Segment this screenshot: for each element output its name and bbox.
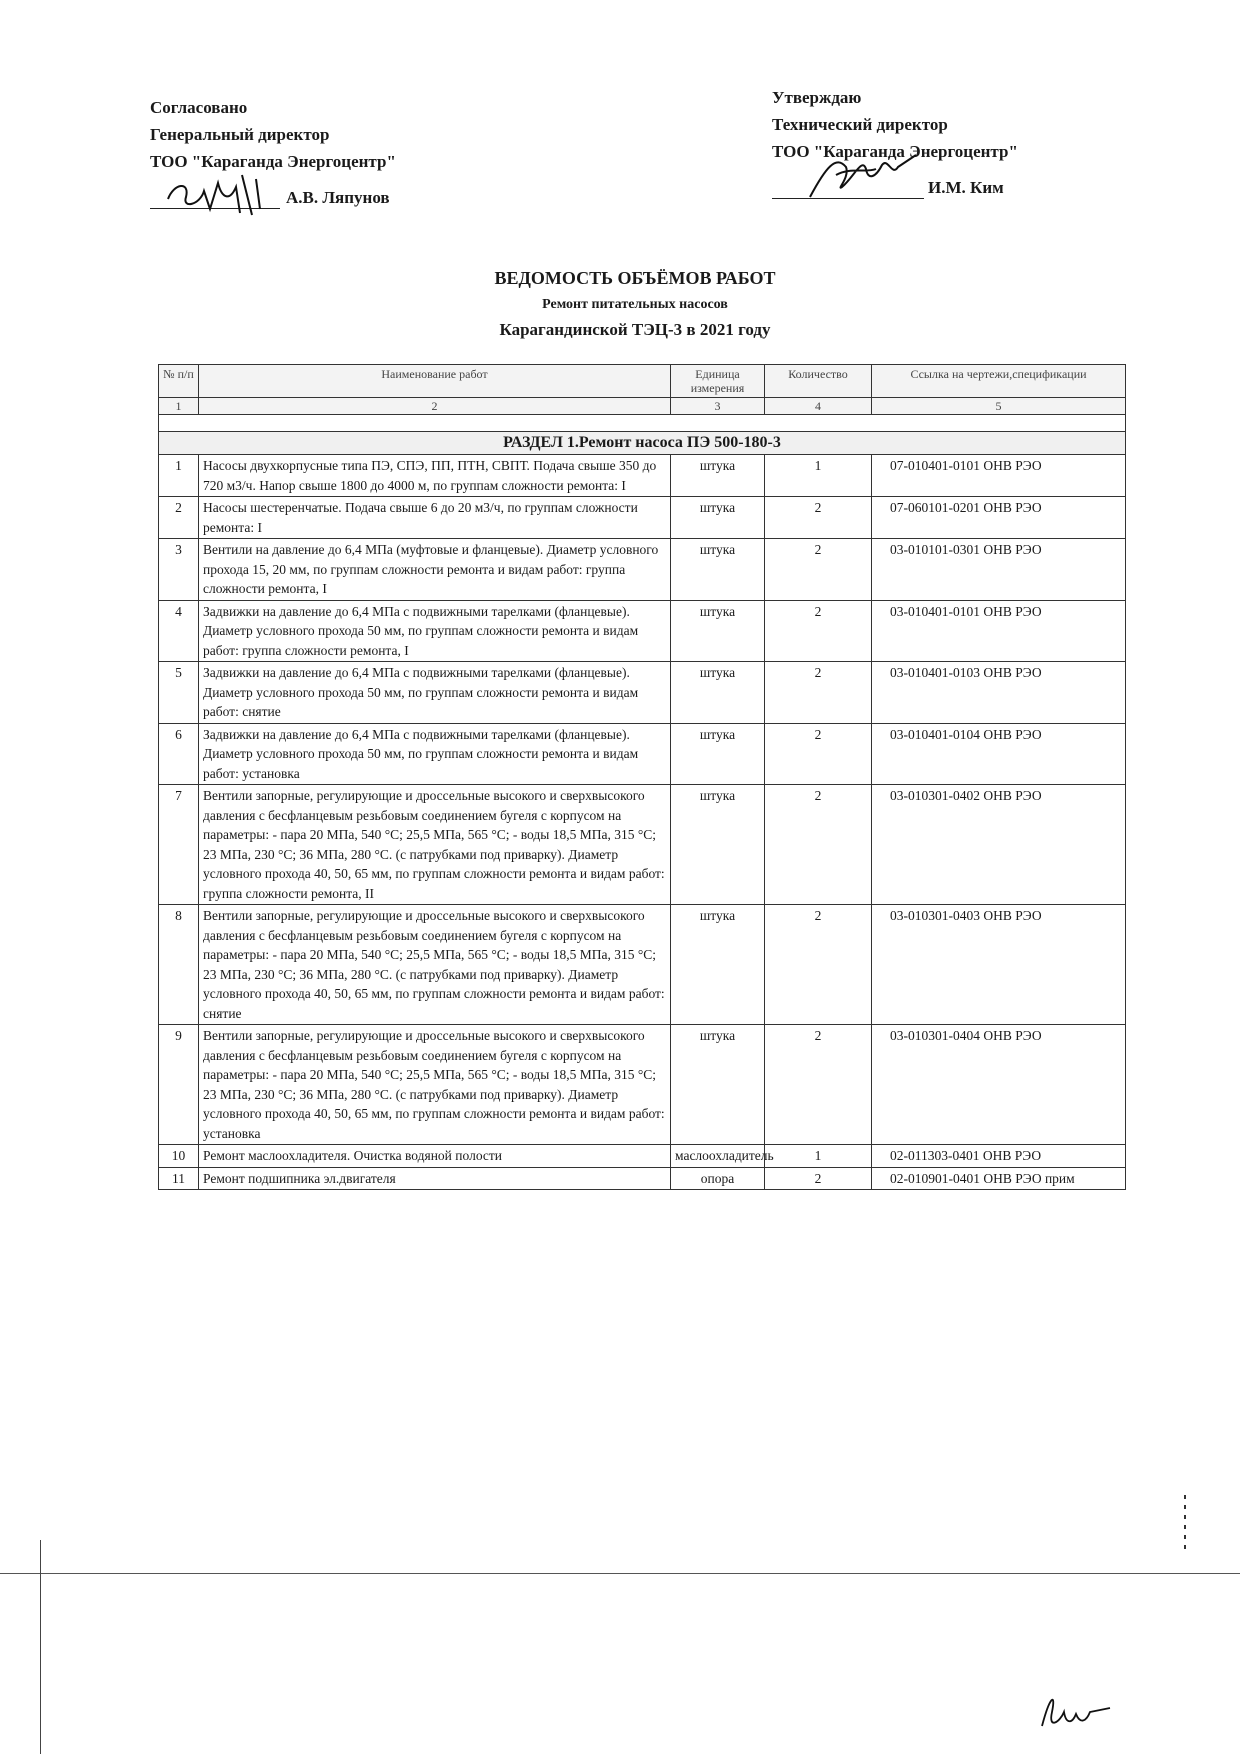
document-subtitle-plant: Карагандинской ТЭЦ-3 в 2021 году — [499, 320, 771, 339]
signature-row — [150, 181, 396, 215]
scan-mark — [1184, 1515, 1186, 1519]
reference: 07-010401-0101 ОНВ РЭО — [872, 455, 1126, 497]
unit: штука — [671, 905, 765, 1025]
unit: штука — [671, 600, 765, 662]
work-name: Ремонт подшипника эл.двигателя — [199, 1167, 671, 1190]
unit: штука — [671, 497, 765, 539]
approval-heading: Согласовано — [150, 98, 248, 117]
reference: 03-010301-0403 ОНВ РЭО — [872, 905, 1126, 1025]
column-number: 5 — [872, 398, 1126, 415]
header-work-name: Наименование работ — [199, 365, 671, 398]
header-unit: Единица измерения — [671, 365, 765, 398]
handwritten-initials — [1036, 1690, 1116, 1736]
unit: штука — [671, 785, 765, 905]
work-name: Вентили на давление до 6,4 МПа (муфтовые и фланцевые). Диаметр условного прохода 15, 20 мм, по группам сложности ремонта и видам работ: группа сложности ремонта, I — [199, 539, 671, 601]
handwritten-signature — [160, 169, 280, 217]
column-number: 1 — [159, 398, 199, 415]
document-title: ВЕДОМОСТЬ ОБЪЁМОВ РАБОТ — [494, 268, 776, 288]
table-header-row — [159, 365, 1126, 398]
unit: маслоохладитель — [671, 1145, 765, 1168]
quantity: 2 — [765, 785, 872, 905]
row-number: 5 — [159, 662, 199, 724]
reference: 02-010901-0401 ОНВ РЭО прим — [872, 1167, 1126, 1190]
approval-block-left — [150, 94, 396, 215]
work-name: Насосы шестеренчатые. Подача свыше 6 до 20 м3/ч, по группам сложности ремонта: I — [199, 497, 671, 539]
row-number: 10 — [159, 1145, 199, 1168]
table-row — [159, 497, 1126, 539]
quantity: 2 — [765, 497, 872, 539]
scan-mark — [1184, 1525, 1186, 1529]
reference: 03-010301-0404 ОНВ РЭО — [872, 1025, 1126, 1145]
page-left-margin-line — [40, 1540, 41, 1754]
quantity: 1 — [765, 1145, 872, 1168]
reference: 03-010301-0402 ОНВ РЭО — [872, 785, 1126, 905]
unit: штука — [671, 539, 765, 601]
row-number: 8 — [159, 905, 199, 1025]
signatory-name: А.В. Ляпунов — [286, 188, 390, 207]
works-volume-table — [158, 364, 1126, 1190]
approver-position: Технический директор — [772, 115, 948, 134]
quantity: 2 — [765, 905, 872, 1025]
section-row — [159, 432, 1126, 455]
handwritten-signature — [806, 147, 926, 205]
table-row — [159, 539, 1126, 601]
row-number: 3 — [159, 539, 199, 601]
quantity: 2 — [765, 539, 872, 601]
reference: 02-011303-0401 ОНВ РЭО — [872, 1145, 1126, 1168]
approver-company: ТОО "Караганда Энергоцентр" — [772, 142, 1018, 161]
scan-mark — [1184, 1535, 1186, 1539]
column-number: 4 — [765, 398, 872, 415]
reference: 03-010401-0101 ОНВ РЭО — [872, 600, 1126, 662]
table-row — [159, 785, 1126, 905]
header-quantity: Количество — [765, 365, 872, 398]
signature-row — [772, 171, 1018, 205]
approval-heading: Утверждаю — [772, 88, 862, 107]
table-row — [159, 1167, 1126, 1190]
quantity: 2 — [765, 600, 872, 662]
reference: 03-010401-0104 ОНВ РЭО — [872, 723, 1126, 785]
row-number: 1 — [159, 455, 199, 497]
document-subtitle: Ремонт питательных насосов — [542, 297, 728, 312]
scan-mark — [1184, 1495, 1186, 1499]
spacer-row — [159, 415, 1126, 432]
work-name: Вентили запорные, регулирующие и дроссельные высокого и сверхвысокого давления с бесфланцевым резьбовым соединением бугеля с корпусом на параметры: - пара 20 МПа, 540 °С; 25,5 МПа, 565 °С; - воды 18,5 МПа, 315 °С; 23 МПа, 230 °С; 36 МПа, 280 °С. (с патрубками под приварку). Диаметр условного прохода 40, 50, 65 мм, по группам сложности ремонта и видам работ: установка — [199, 1025, 671, 1145]
reference: 07-060101-0201 ОНВ РЭО — [872, 497, 1126, 539]
approval-block-right — [772, 84, 1018, 205]
work-name: Вентили запорные, регулирующие и дроссельные высокого и сверхвысокого давления с бесфланцевым резьбовым соединением бугеля с корпусом на параметры: - пара 20 МПа, 540 °С; 25,5 МПа, 565 °С; - воды 18,5 МПа, 315 °С; 23 МПа, 230 °С; 36 МПа, 280 °С. (с патрубками под приварку). Диаметр условного прохода 40, 50, 65 мм, по группам сложности ремонта и видам работ: группа сложности ремонта, II — [199, 785, 671, 905]
work-name: Ремонт маслоохладителя. Очистка водяной полости — [199, 1145, 671, 1168]
table-row — [159, 1025, 1126, 1145]
scan-mark — [1184, 1505, 1186, 1509]
header-number: № п/п — [159, 365, 199, 398]
quantity: 2 — [765, 723, 872, 785]
reference: 03-010101-0301 ОНВ РЭО — [872, 539, 1126, 601]
work-name: Задвижки на давление до 6,4 МПа с подвижными тарелками (фланцевые). Диаметр условного прохода 50 мм, по группам сложности ремонта и видам работ: группа сложности ремонта, I — [199, 600, 671, 662]
section-title: РАЗДЕЛ 1.Ремонт насоса ПЭ 500-180-3 — [159, 432, 1126, 455]
approver-company: ТОО "Караганда Энергоцентр" — [150, 152, 396, 171]
column-number: 2 — [199, 398, 671, 415]
row-number: 11 — [159, 1167, 199, 1190]
unit: штука — [671, 1025, 765, 1145]
column-number-row — [159, 398, 1126, 415]
row-number: 9 — [159, 1025, 199, 1145]
row-number: 2 — [159, 497, 199, 539]
quantity: 2 — [765, 1167, 872, 1190]
table-row — [159, 455, 1126, 497]
work-name: Вентили запорные, регулирующие и дроссельные высокого и сверхвысокого давления с бесфланцевым резьбовым соединением бугеля с корпусом на параметры: - пара 20 МПа, 540 °С; 25,5 МПа, 565 °С; - воды 18,5 МПа, 315 °С; 23 МПа, 230 °С; 36 МПа, 280 °С. (с патрубками под приварку). Диаметр условного прохода 40, 50, 65 мм, по группам сложности ремонта и видам работ: снятие — [199, 905, 671, 1025]
table-row — [159, 662, 1126, 724]
row-number: 4 — [159, 600, 199, 662]
work-name: Задвижки на давление до 6,4 МПа с подвижными тарелками (фланцевые). Диаметр условного прохода 50 мм, по группам сложности ремонта и видам работ: установка — [199, 723, 671, 785]
work-name: Задвижки на давление до 6,4 МПа с подвижными тарелками (фланцевые). Диаметр условного прохода 50 мм, по группам сложности ремонта и видам работ: снятие — [199, 662, 671, 724]
row-number: 6 — [159, 723, 199, 785]
table-body — [159, 455, 1126, 1190]
column-number: 3 — [671, 398, 765, 415]
quantity: 2 — [765, 1025, 872, 1145]
unit: штука — [671, 662, 765, 724]
table-row — [159, 723, 1126, 785]
unit: опора — [671, 1167, 765, 1190]
unit: штука — [671, 455, 765, 497]
unit: штука — [671, 723, 765, 785]
header-reference: Ссылка на чертежи,спецификации — [872, 365, 1126, 398]
reference: 03-010401-0103 ОНВ РЭО — [872, 662, 1126, 724]
quantity: 1 — [765, 455, 872, 497]
table-row — [159, 600, 1126, 662]
approver-position: Генеральный директор — [150, 125, 330, 144]
table-row — [159, 905, 1126, 1025]
page-bottom-rule — [0, 1573, 1240, 1574]
table-row — [159, 1145, 1126, 1168]
scan-mark — [1184, 1545, 1186, 1549]
row-number: 7 — [159, 785, 199, 905]
quantity: 2 — [765, 662, 872, 724]
work-name: Насосы двухкорпусные типа ПЭ, СПЭ, ПП, ПТН, СВПТ. Подача свыше 350 до 720 м3/ч. Напор свыше 1800 до 4000 м, по группам сложности ремонта: I — [199, 455, 671, 497]
signatory-name: И.М. Ким — [928, 178, 1004, 197]
